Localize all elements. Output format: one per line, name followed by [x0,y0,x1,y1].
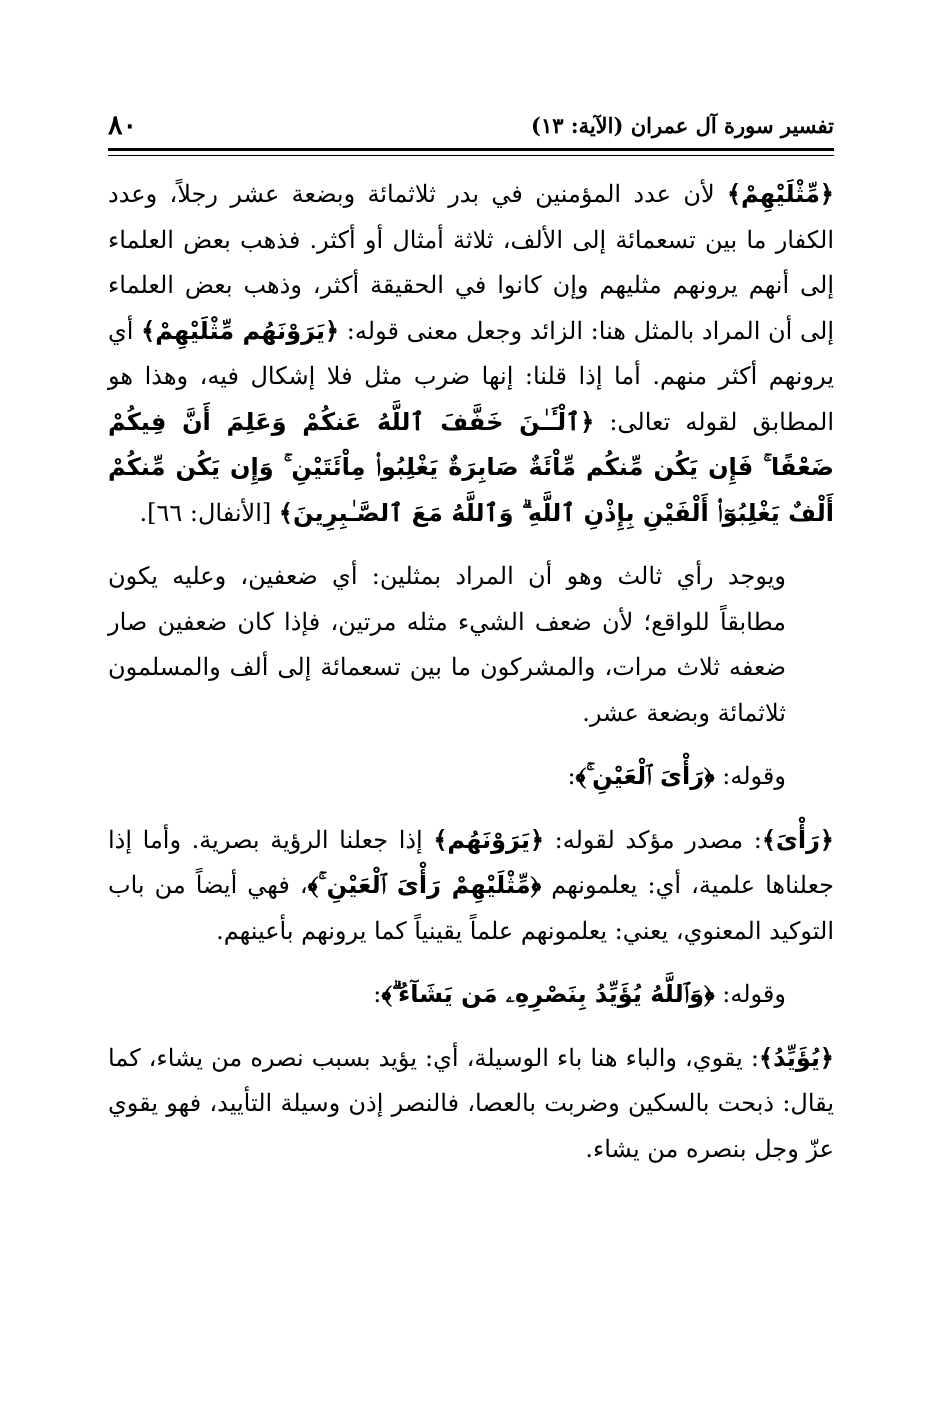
body-text: وقوله: [714,762,786,790]
page-number: ٨٠ [108,109,138,141]
paragraph [108,754,834,800]
body-text: وقوله: [714,980,786,1008]
quran-quote: ﴿يَرَوْنَهُم مِّثْلَيْهِمْ﴾ [141,316,340,345]
paragraph [108,818,834,955]
paragraph [108,172,834,536]
quran-quote: ﴿وَٱللَّهُ يُؤَيِّدُ بِنَصْرِهِۦ مَن يَشَآءُ ۗ﴾ [381,980,715,1008]
body-text: : يقوي، والباء هنا باء الوسيلة، أي: يؤيد بسبب نصره من يشاء، كما يقال: ذبحت بالسكين وضربت بالعصا، فالنصر إذن وسيلة التأييد، فهو يقوي عزّ وجل بنصره من يشاء. [108,1043,834,1163]
quran-quote: ﴿ٱلْـَٔـٰنَ خَفَّفَ ٱللَّهُ عَنكُمْ وَعَلِمَ أَنَّ فِيكُمْ ضَعْفًا ۚ فَإِن يَكُن مِّنكُم مِّاْئَةٌ صَابِرَةٌ يَغْلِبُوا۟ مِاْئَتَيْنِ ۚ وَإِن يَكُن مِّنكُمْ أَلْفٌ يَغْلِبُوٓا۟ أَلْفَيْنِ بِإِذْنِ ٱللَّهِ ۗ وَٱللَّهُ مَعَ ٱلصَّـٰبِرِينَ﴾ [108,407,834,527]
paragraph [108,972,834,1018]
body-text: [الأنفال: ٦٦]. [139,498,279,527]
paragraph [108,1036,834,1173]
body-text: أي يرونهم أكثر منهم. أما إذا قلنا: إنها ضرب مثل فلا إشكال فيه، وهذا هو المطابق لقوله تعالى: [108,316,834,436]
quran-quote: ﴿يَرَوْنَهُم﴾ [433,825,545,854]
body-text: : مصدر مؤكد لقوله: [544,825,762,854]
quran-quote: ﴿رَأْىَ ٱلْعَيْنِ ۚ﴾ [575,762,715,790]
quran-quote: ﴿مِّثْلَيْهِمْ﴾ [726,180,834,208]
body-text: إذا جعلنا الرؤية بصرية. وأما إذا جعلناها علمية، أي: يعلمونهم [108,825,834,899]
quran-quote: ﴿مِّثْلَيْهِمْ رَأْىَ ٱلْعَيْنِ ۚ﴾ [307,871,542,899]
quran-quote: ﴿رَأْىَ﴾ [761,825,834,854]
page-body [108,172,834,1172]
header-rule-thick [108,148,834,151]
body-text: لأن عدد المؤمنين في بدر ثلاثمائة وبضعة عشر رجلاً، وعدد الكفار ما بين تسعمائة إلى الألف، ثلاثة أمثال أو أكثر. فذهب بعض العلماء إلى أنهم يرونهم مثليهم وإن كانوا في الحقيقة أكثر، وذهب بعض العلماء إلى أن المراد بالمثل هنا: الزائد وجعل معنى قوله: [108,180,834,345]
body-text: ويوجد رأي ثالث وهو أن المراد بمثلين: أي ضعفين، وعليه يكون مطابقاً للواقع؛ لأن ضعف الشيء مثله مرتين، فإذا كان ضعفين صار ضعفه ثلاث مرات، والمشركون ما بين تسعمائة إلى ألف والمسلمون ثلاثمائة وبضعة عشر. [108,562,786,727]
running-title: تفسير سورة آل عمران (الآية: ١٣) [531,112,834,138]
body-text: : [567,762,576,790]
body-text: : [373,980,382,1008]
body-text: ، فهي أيضاً من باب التوكيد المعنوي، يعني: يعلمونهم علماً يقينياً كما يرونهم بأعينهم. [108,871,834,945]
page-header [108,103,834,147]
header-rule-thin [108,155,834,156]
quran-quote: ﴿يُؤَيِّدُ﴾ [758,1043,834,1072]
paragraph [108,554,834,736]
